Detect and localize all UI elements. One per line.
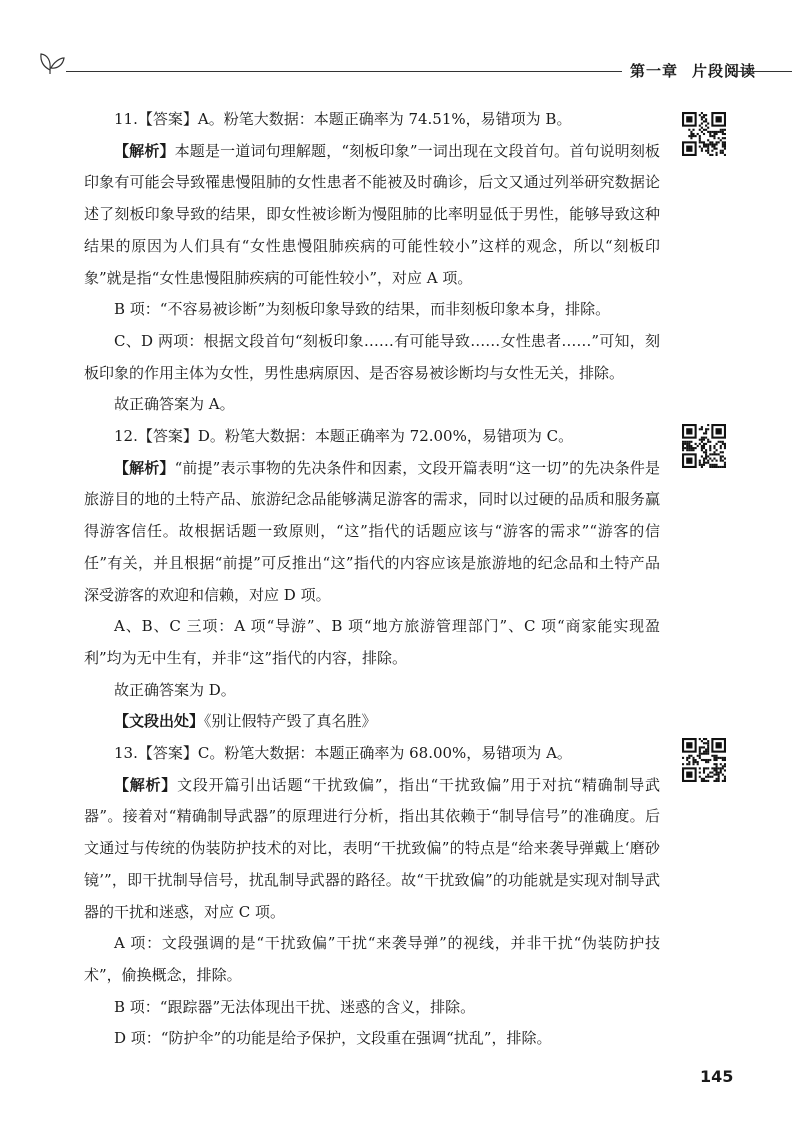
- analysis-13: 【解析】文段开篇引出话题“干扰致偏”，指出“干扰致偏”用于对抗“精确制导武器”。接着对“精确制导武器”的原理进行分析，指出其依赖于“制导信号”的准确度。后文通过与传统的伪装防护技术的对比，表明“干扰致偏”的特点是“给来袭导弹戴上‘磨砂镜’”，即干扰制导信号，扰乱制导武器的路径。故“干扰致偏”的功能就是实现对制导武器的干扰和迷惑，对应 C 项。: [84, 775, 660, 921]
- option-cd-11: C、D 两项：根据文段首句“刻板印象……有可能导致……女性患者……”可知，刻板印象的作用主体为女性，男性患病原因、是否容易被诊断均与女性无关，排除。: [84, 331, 660, 382]
- analysis-12: 【解析】“前提”表示事物的先决条件和因素，文段开篇表明“这一切”的先决条件是旅游目的地的土特产品、旅游纪念品能够满足游客的需求，同时以过硬的品质和服务赢得游客信任。故根据话题一致原则，“这”指代的话题应该与“游客的需求”“游客的信任”有关，并且根据“前提”可反推出“这”指代的内容应该是旅游地的纪念品和土特产品深受游客的欢迎和信赖，对应 D 项。: [84, 458, 660, 604]
- leaf-icon: [36, 46, 66, 76]
- qr-code-icon[interactable]: [682, 424, 726, 468]
- source-12: 【文段出处】《别让假特产毁了真名胜》: [114, 712, 377, 731]
- header-rule: [66, 71, 622, 72]
- conclusion-11: 故正确答案为 A。: [114, 395, 235, 414]
- running-header: [36, 46, 792, 86]
- page-number: 145: [700, 1067, 734, 1086]
- answer-body: [84, 104, 660, 1055]
- answer-line-13: 13.【答案】C。粉笔大数据：本题正确率为 68.00%，易错项为 A。: [114, 744, 572, 763]
- option-a-13: A 项：文段强调的是“干扰致偏”干扰“来袭导弹”的视线，并非干扰“伪装防护技术”，偷换概念，排除。: [84, 934, 660, 984]
- section-label: 片段阅读: [692, 62, 757, 80]
- option-d-13: D 项：“防护伞”的功能是给予保护，文段重在强调“扰乱”，排除。: [114, 1029, 552, 1048]
- conclusion-12: 故正确答案为 D。: [114, 680, 236, 699]
- header-rule-right: [734, 71, 792, 72]
- qr-code-icon[interactable]: [682, 738, 726, 782]
- analysis-11: 【解析】本题是一道词句理解题，“刻板印象”一词出现在文段首句。首句说明刻板印象有可能会导致罹患慢阻肺的女性患者不能被及时确诊，后文又通过列举研究数据论述了刻板印象导致的结果，即女性被诊断为慢阻肺的比率明显低于男性，能够导致这种结果的原因为人们具有“女性患慢阻肺疾病的可能性较小”这样的观念，所以“刻板印象”就是指“女性患慢阻肺疾病的可能性较小”，对应 A 项。: [84, 141, 660, 287]
- answer-line-12: 12.【答案】D。粉笔大数据：本题正确率为 72.00%，易错项为 C。: [114, 427, 574, 446]
- answer-line-11: 11.【答案】A。粉笔大数据：本题正确率为 74.51%，易错项为 B。: [114, 110, 572, 128]
- option-abc-12: A、B、C 三项：A 项“导游”、B 项“地方旅游管理部门”、C 项“商家能实现盈利”均为无中生有，并非“这”指代的内容，排除。: [84, 617, 660, 667]
- qr-code-icon[interactable]: [682, 112, 726, 156]
- chapter-label: 第一章: [630, 62, 679, 80]
- option-b-11: B 项：“不容易被诊断”为刻板印象导致的结果，而非刻板印象本身，排除。: [114, 300, 611, 319]
- option-b-13: B 项：“跟踪器”无法体现出干扰、迷惑的含义，排除。: [114, 997, 476, 1016]
